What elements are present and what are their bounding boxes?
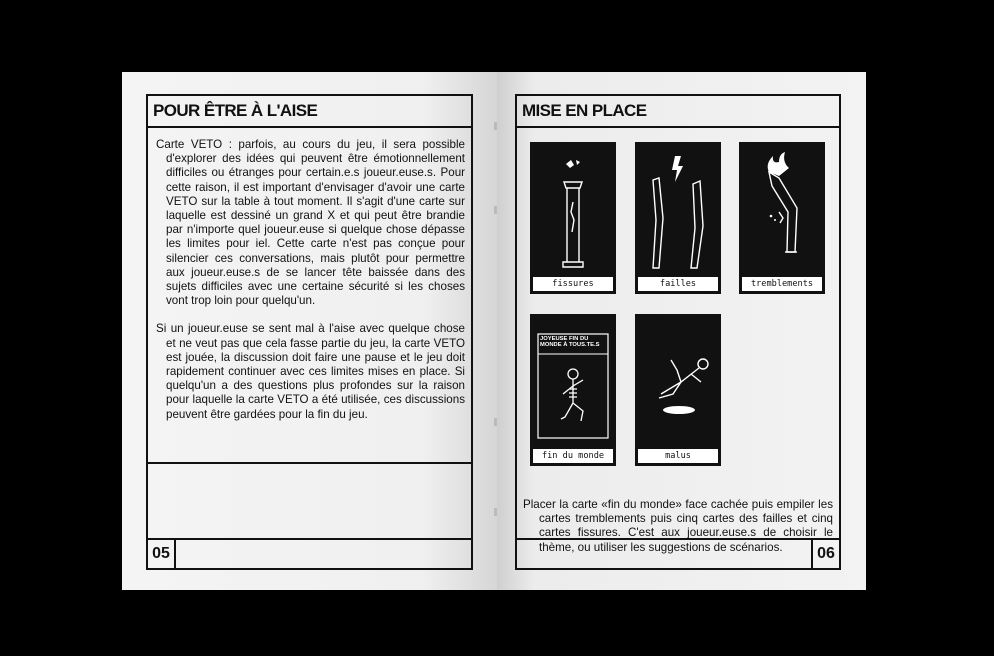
- left-page-divider: [148, 462, 471, 464]
- card-label-fin-du-monde: fin du monde: [533, 449, 613, 463]
- right-page-footer: [517, 540, 839, 568]
- left-page: [122, 72, 497, 590]
- veto-paragraph-2: Si un joueur.euse se sent mal à l'aise avec quelque chose et ne veut pas que cela fasse partie du jeu, la carte VETO est jouée, la discussion doit faire une pause et le jeu doit rapidement continuer avec ces limites mises en place. Si quelqu'un a des questions plus profondes sur la raison pour laquelle la carte VETO a été utilisée, ces discussions peuvent être gardées pour la fin du jeu.: [156, 322, 465, 421]
- setup-caption-text: Placer la carte «fin du monde» face cachée puis empiler les cartes tremblements puis cinq cartes des failles et cinq cartes fissures. C'est aux joueur.euse.s de choisir le thème, ou utiliser les suggestions de scénarios.: [523, 498, 833, 554]
- burning-pillar-icon: [739, 142, 825, 278]
- page-number-left: 05: [148, 540, 176, 568]
- left-page-body: [156, 138, 465, 436]
- card-label-malus: malus: [638, 449, 718, 463]
- card-label-failles: failles: [638, 277, 718, 291]
- card-tremblements: [739, 142, 825, 294]
- broken-column-icon: [530, 142, 616, 278]
- card-label-tremblements: tremblements: [742, 277, 822, 291]
- page-number-right: 06: [811, 540, 839, 568]
- card-inner-title: JOYEUSE FIN DU MONDE À TOUS.TE.S: [540, 336, 600, 349]
- dancing-skeleton-icon: [530, 314, 616, 450]
- left-page-title: POUR ÊTRE À L'AISE: [148, 96, 471, 128]
- cracked-pillars-icon: [635, 142, 721, 278]
- left-page-footer: [148, 540, 471, 568]
- card-label-fissures: fissures: [533, 277, 613, 291]
- falling-person-icon: [635, 314, 721, 450]
- right-page: [497, 72, 866, 590]
- card-failles: [635, 142, 721, 294]
- card-fissures: [530, 142, 616, 294]
- right-page-title: MISE EN PLACE: [517, 96, 839, 128]
- card-malus: [635, 314, 721, 466]
- left-page-frame: [146, 94, 473, 570]
- right-page-frame: [515, 94, 841, 570]
- veto-paragraph-1: Carte VETO : parfois, au cours du jeu, il sera possible d'explorer des idées qui peuvent être émotionnellement difficiles ou étranges pour certain.e.s joueur.euse.s. Pour cette raison, il est important d'envisager d'avoir une carte VETO sur la table à tout moment. Il s'agit d'une carte sur laquelle est dessiné un grand X et qui peut être brandie par n'importe quel joueur.euse si quelque chose dépasse les limites pour iel. Cette carte n'est pas conçue pour silencier ces conversations, mais plutôt pour permettre aux joueur.euse.s de se lancer tête baissée dans des sujets difficiles avec une certaine sécurité si les choses vont trop loin pour quelqu'un.: [156, 138, 465, 308]
- card-fin-du-monde: [530, 314, 616, 466]
